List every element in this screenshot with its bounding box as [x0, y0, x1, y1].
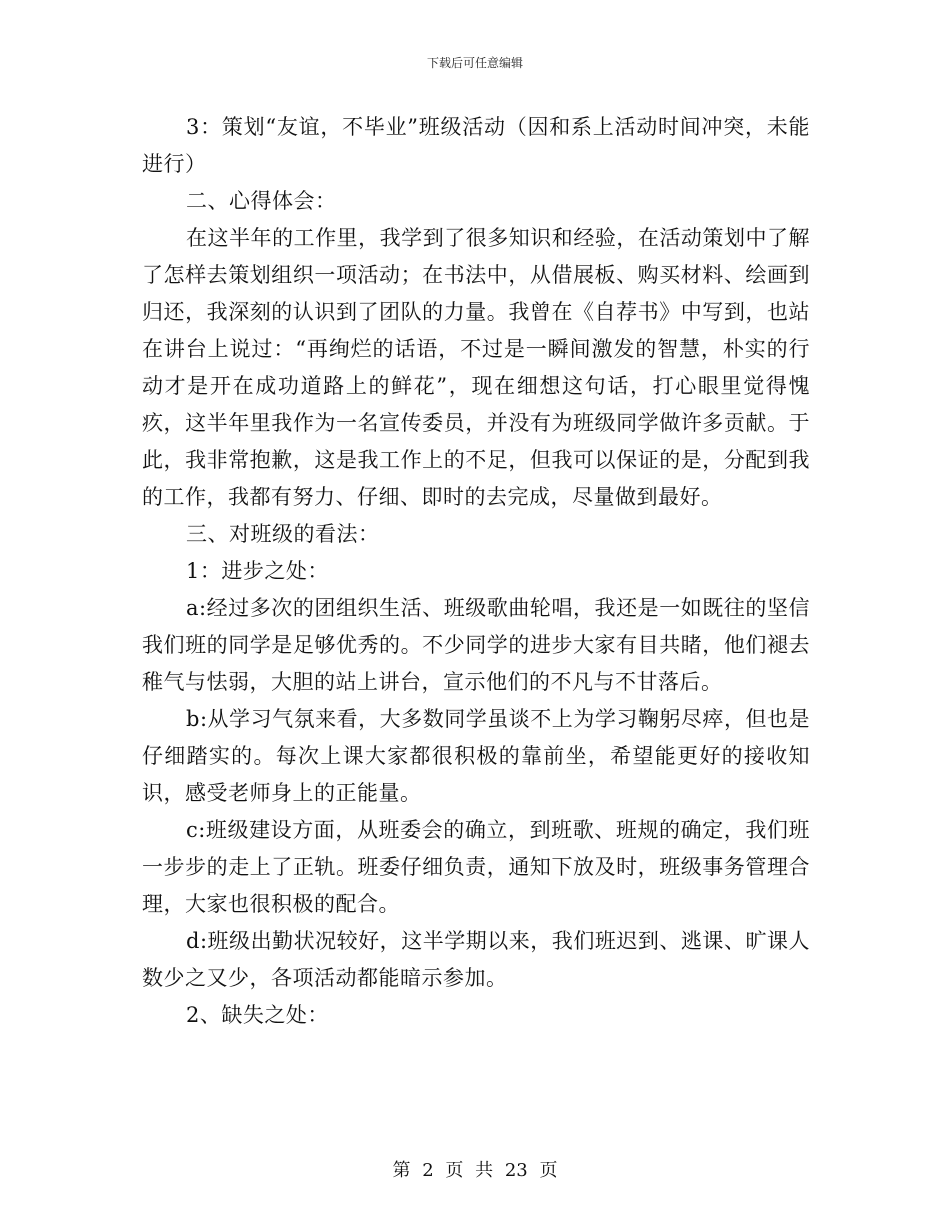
paragraph-plan-item-3: 3：策划“友谊，不毕业”班级活动（因和系上活动时间冲突，未能进行） — [142, 115, 810, 176]
document-body — [142, 109, 810, 1034]
heading-progress: 1：进步之处： — [186, 559, 329, 583]
page-number: 第 2 页 共 23 页 — [392, 1160, 558, 1181]
paragraph-progress-c: c:班级建设方面，从班委会的确立，到班歌、班规的确定，我们班一步步的走上了正轨。班委仔细负责，通知下放及时，班级事务管理合理，大家也很积极的配合。 — [142, 818, 810, 916]
header-note: 下载后可任意编辑 — [426, 56, 523, 70]
heading-shortcomings: 2、缺失之处： — [186, 1003, 329, 1027]
heading-class-view: 三、对班级的看法： — [186, 522, 380, 546]
paragraph-progress-b: b:从学习气氛来看，大多数同学虽谈不上为学习鞠躬尽瘁，但也是仔细踏实的。每次上课大家都很积极的靠前坐，希望能更好的接收知识，感受老师身上的正能量。 — [142, 707, 810, 805]
paragraph-progress-a: a:经过多次的团组织生活、班级歌曲轮唱，我还是一如既往的坚信我们班的同学是足够优秀的。不少同学的进步大家有目共睹，他们褪去稚气与怯弱，大胆的站上讲台，宣示他们的不凡与不甘落后。 — [142, 596, 810, 694]
heading-experience: 二、心得体会： — [186, 189, 337, 213]
paragraph-experience: 在这半年的工作里，我学到了很多知识和经验，在活动策划中了解了怎样去策划组织一项活动；在书法中，从借展板、购买材料、绘画到归还，我深刻的认识到了团队的力量。我曾在《自荐书》中写到，也站在讲台上说过：“再绚烂的话语，不过是一瞬间激发的智慧，朴实的行动才是开在成功道路上的鲜花”，现在细想这句话，打心眼里觉得愧疚，这半年里我作为一名宣传委员，并没有为班级同学做许多贡献。于此，我非常抱歉，这是我工作上的不足，但我可以保证的是，分配到我的工作，我都有努力、仔细、即时的去完成，尽量做到最好。 — [142, 226, 810, 509]
paragraph-progress-d: d:班级出勤状况较好，这半学期以来，我们班迟到、逃课、旷课人数少之又少，各项活动都能暗示参加。 — [142, 929, 810, 990]
